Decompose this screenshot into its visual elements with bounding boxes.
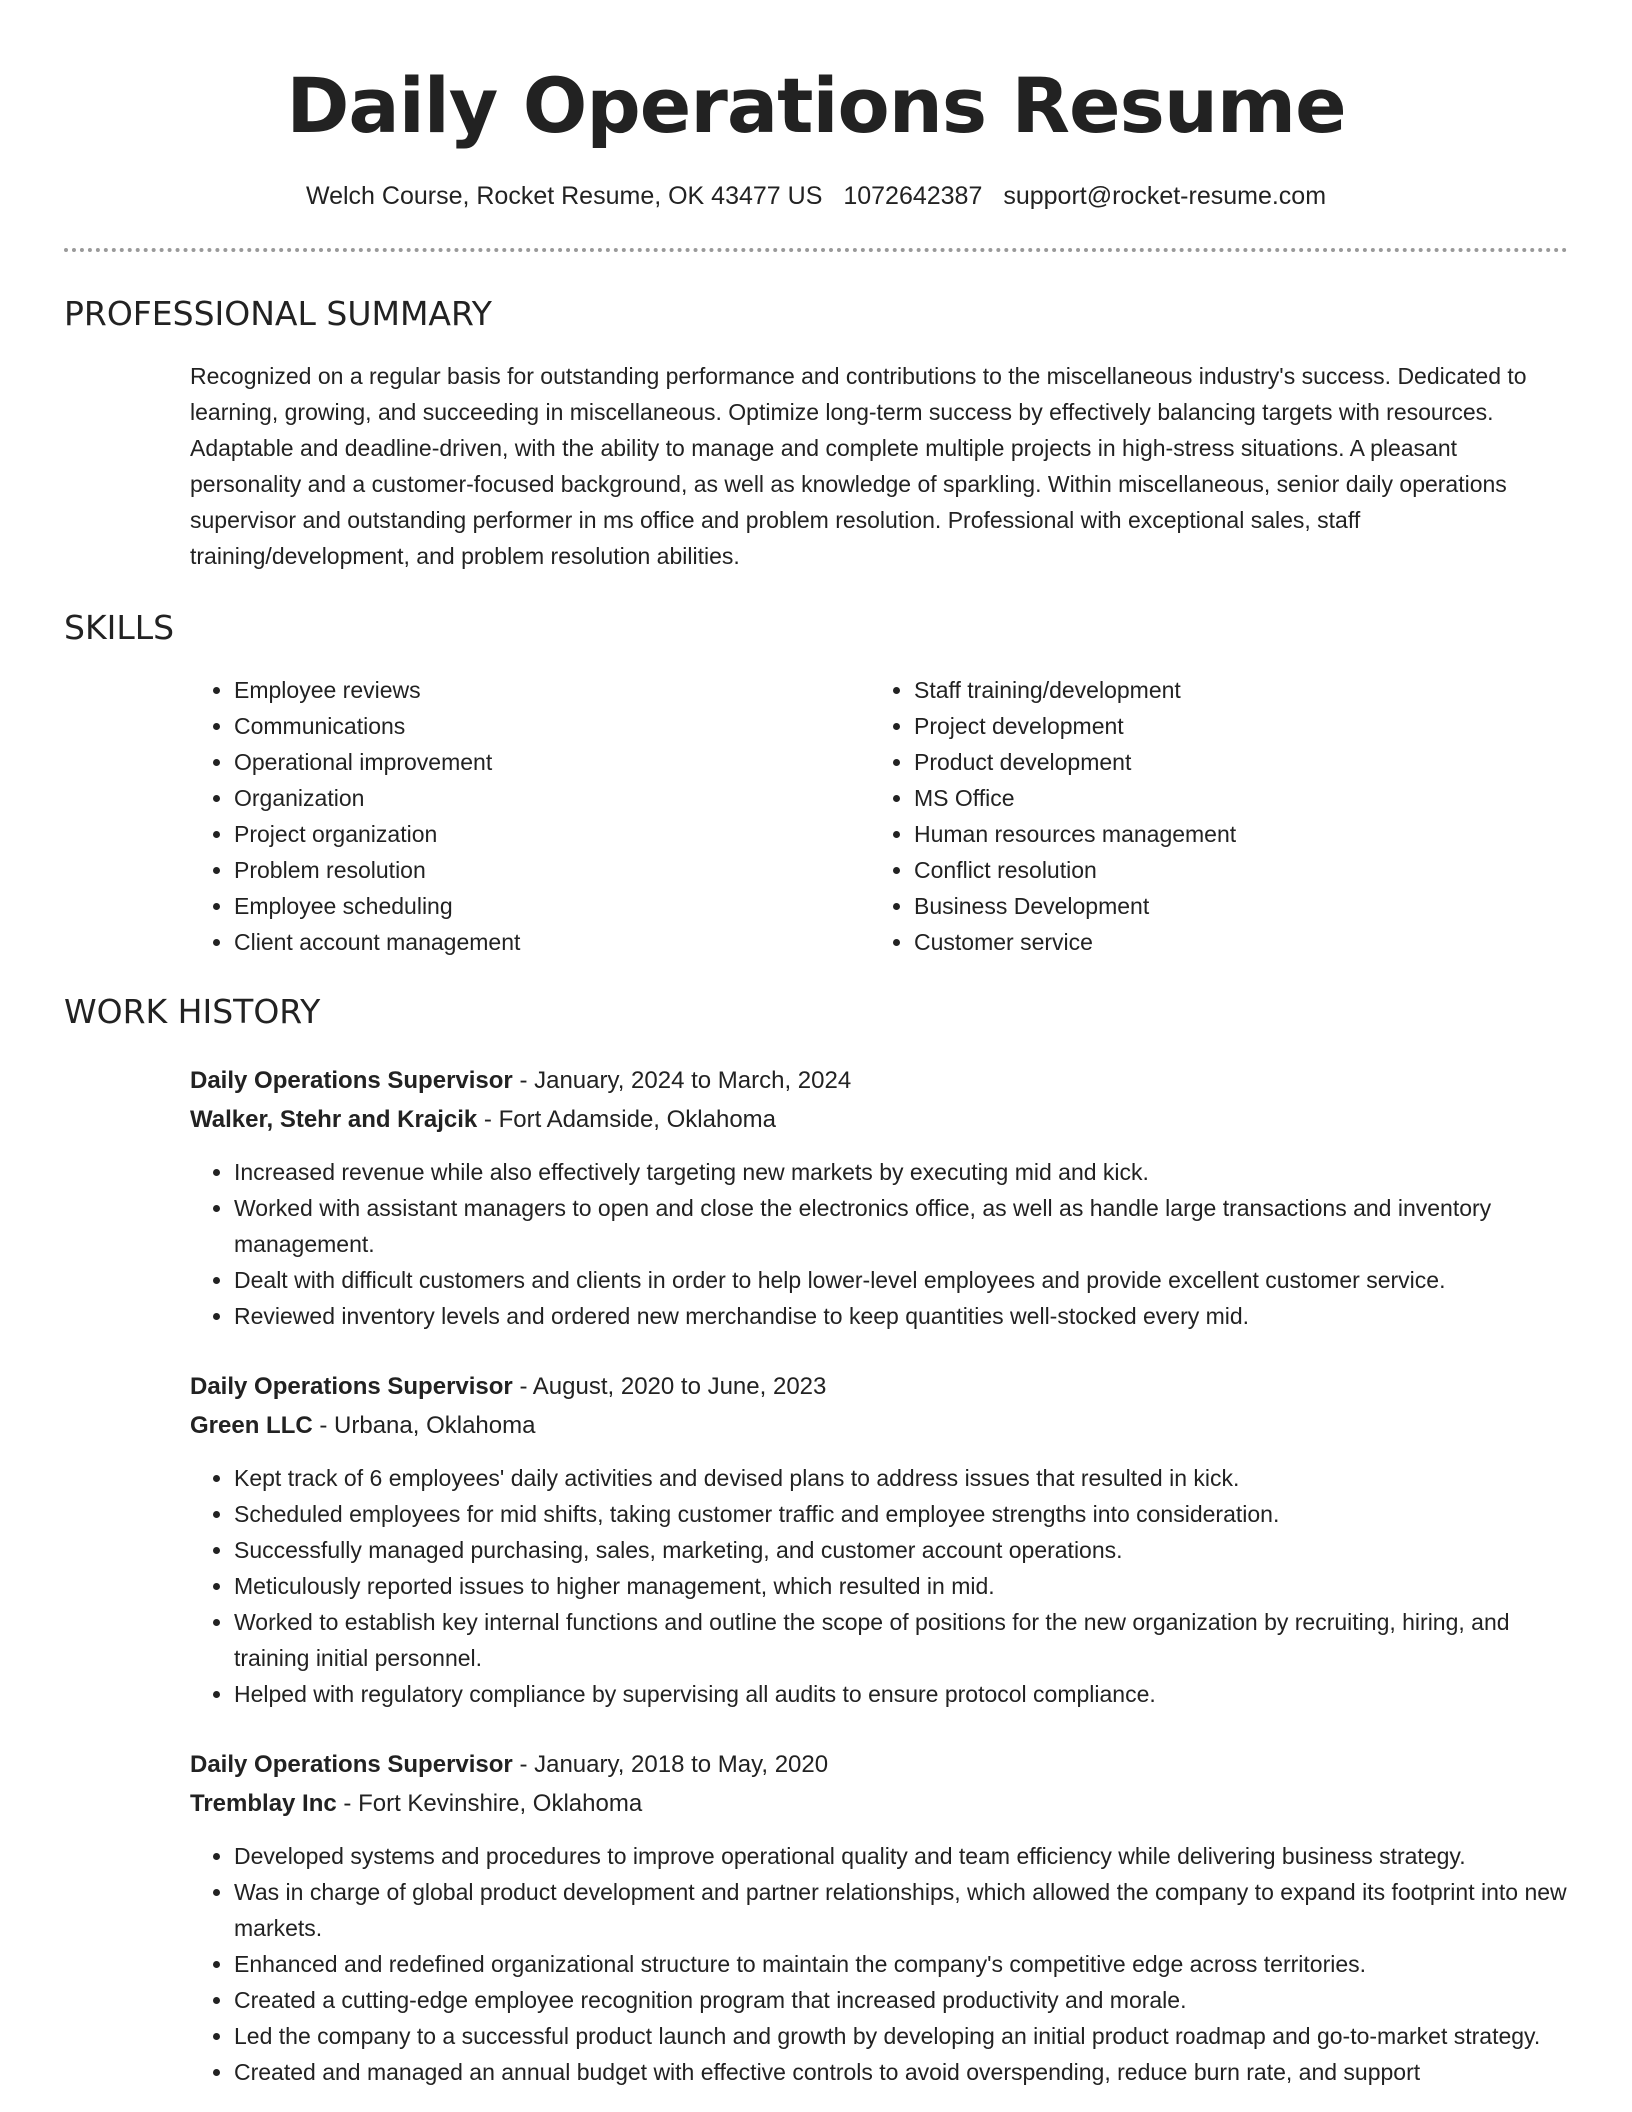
job-location: - Fort Kevinshire, Oklahoma	[343, 1790, 643, 1817]
skill-item: • Client account management	[234, 924, 870, 960]
job-bullet: • Increased revenue while also effectively targeting new markets by executing mid and kick.	[234, 1154, 1568, 1190]
job-bullets	[190, 1460, 1568, 1712]
skill-item: • Problem resolution	[234, 852, 870, 888]
job-entry	[190, 1368, 1568, 1712]
job-bullet: • Created a cutting-edge employee recognition program that increased productivity and morale.	[234, 1982, 1568, 2018]
job-entry	[190, 1746, 1568, 2090]
job-title: Daily Operations Supervisor	[190, 1751, 513, 1778]
job-company: Walker, Stehr and Krajcik	[190, 1106, 478, 1133]
resume-title: Daily Operations Resume	[286, 61, 1346, 150]
job-bullets	[190, 1154, 1568, 1334]
job-bullet: • Was in charge of global product development and partner relationships, which allowed the company to expand its footprint into new markets.	[234, 1874, 1568, 1946]
contact-email[interactable]: support@rocket-resume.com	[1003, 182, 1327, 210]
skill-item: • Project organization	[234, 816, 870, 852]
job-entry	[190, 1062, 1568, 1334]
resume-page	[64, 0, 1568, 2090]
section-title-skills: SKILLS	[64, 608, 175, 647]
job-bullet: • Successfully managed purchasing, sales, marketing, and customer account operations.	[234, 1532, 1568, 1568]
job-bullet: • Reviewed inventory levels and ordered new merchandise to keep quantities well-stocked every mid.	[234, 1298, 1568, 1334]
job-company: Green LLC	[190, 1412, 313, 1439]
job-bullets	[190, 1838, 1568, 2090]
skill-item: • Employee reviews	[234, 672, 870, 708]
job-bullet: • Enhanced and redefined organizational structure to maintain the company's competitive edge across territories.	[234, 1946, 1568, 1982]
job-bullet: • Dealt with difficult customers and clients in order to help lower-level employees and provide excellent customer service.	[234, 1262, 1568, 1298]
section-title-work-history: WORK HISTORY	[64, 992, 321, 1031]
skill-item: • Employee scheduling	[234, 888, 870, 924]
job-bullet: • Worked with assistant managers to open and close the electronics office, as well as handle large transactions and inventory management.	[234, 1190, 1568, 1262]
summary-text: Recognized on a regular basis for outstanding performance and contributions to the miscellaneous industry's success. Dedicated to learning, growing, and succeeding in miscellaneous. Optimize long-term success by effectively balancing targets with resources. Adaptable and deadline-driven, with the ability to manage and complete multiple projects in high-stress situations. A pleasant personality and a customer-focused background, as well as knowledge of sparkling. Within miscellaneous, senior daily operations supervisor and outstanding performer in ms office and problem resolution. Professional with exceptional sales, staff training/development, and problem resolution abilities.	[190, 363, 1527, 569]
skill-item: • Staff training/development	[914, 672, 1514, 708]
skills-list	[190, 672, 1568, 960]
skill-item: • MS Office	[914, 780, 1514, 816]
job-title-line	[190, 1062, 1568, 1100]
skill-item: • Operational improvement	[234, 744, 870, 780]
skill-item: • Communications	[234, 708, 870, 744]
skill-item: • Product development	[914, 744, 1514, 780]
job-title-line	[190, 1368, 1568, 1406]
skills-column-right	[870, 672, 1514, 960]
job-location: - Fort Adamside, Oklahoma	[483, 1106, 777, 1133]
job-company-line	[190, 1100, 1568, 1140]
skill-item: • Business Development	[914, 888, 1514, 924]
job-dates: - January, 2018 to May, 2020	[519, 1751, 829, 1778]
contact-address: Welch Course, Rocket Resume, OK 43477 US	[305, 182, 823, 210]
job-title-line	[190, 1746, 1568, 1784]
skill-item: • Customer service	[914, 924, 1514, 960]
job-bullet: • Meticulously reported issues to higher management, which resulted in mid.	[234, 1568, 1568, 1604]
job-company: Tremblay Inc	[190, 1790, 337, 1817]
header-divider	[64, 248, 1568, 252]
job-bullet: • Led the company to a successful product launch and growth by developing an initial product roadmap and go-to-market strategy.	[234, 2018, 1568, 2054]
skill-item: • Organization	[234, 780, 870, 816]
job-bullet: • Created and managed an annual budget with effective controls to avoid overspending, reduce burn rate, and support	[234, 2054, 1568, 2090]
job-bullet: • Worked to establish key internal functions and outline the scope of positions for the new organization by recruiting, hiring, and training initial personnel.	[234, 1604, 1568, 1676]
job-bullet: • Scheduled employees for mid shifts, taking customer traffic and employee strengths into consideration.	[234, 1496, 1568, 1532]
section-title-summary: PROFESSIONAL SUMMARY	[64, 294, 492, 333]
job-dates: - August, 2020 to June, 2023	[519, 1373, 827, 1400]
job-bullet: • Helped with regulatory compliance by supervising all audits to ensure protocol compliance.	[234, 1676, 1568, 1712]
skill-item: • Conflict resolution	[914, 852, 1514, 888]
job-title: Daily Operations Supervisor	[190, 1373, 513, 1400]
skills-column-left	[190, 672, 870, 960]
job-title: Daily Operations Supervisor	[190, 1067, 513, 1094]
job-dates: - January, 2024 to March, 2024	[519, 1067, 852, 1094]
job-bullet: • Kept track of 6 employees' daily activities and devised plans to address issues that resulted in kick.	[234, 1460, 1568, 1496]
skill-item: • Project development	[914, 708, 1514, 744]
job-location: - Urbana, Oklahoma	[319, 1412, 536, 1439]
job-bullet: • Developed systems and procedures to improve operational quality and team efficiency while delivering business strategy.	[234, 1838, 1568, 1874]
contact-line	[64, 180, 1568, 212]
contact-phone: 1072642387	[843, 182, 983, 210]
job-company-line	[190, 1406, 1568, 1446]
job-company-line	[190, 1784, 1568, 1824]
skill-item: • Human resources management	[914, 816, 1514, 852]
